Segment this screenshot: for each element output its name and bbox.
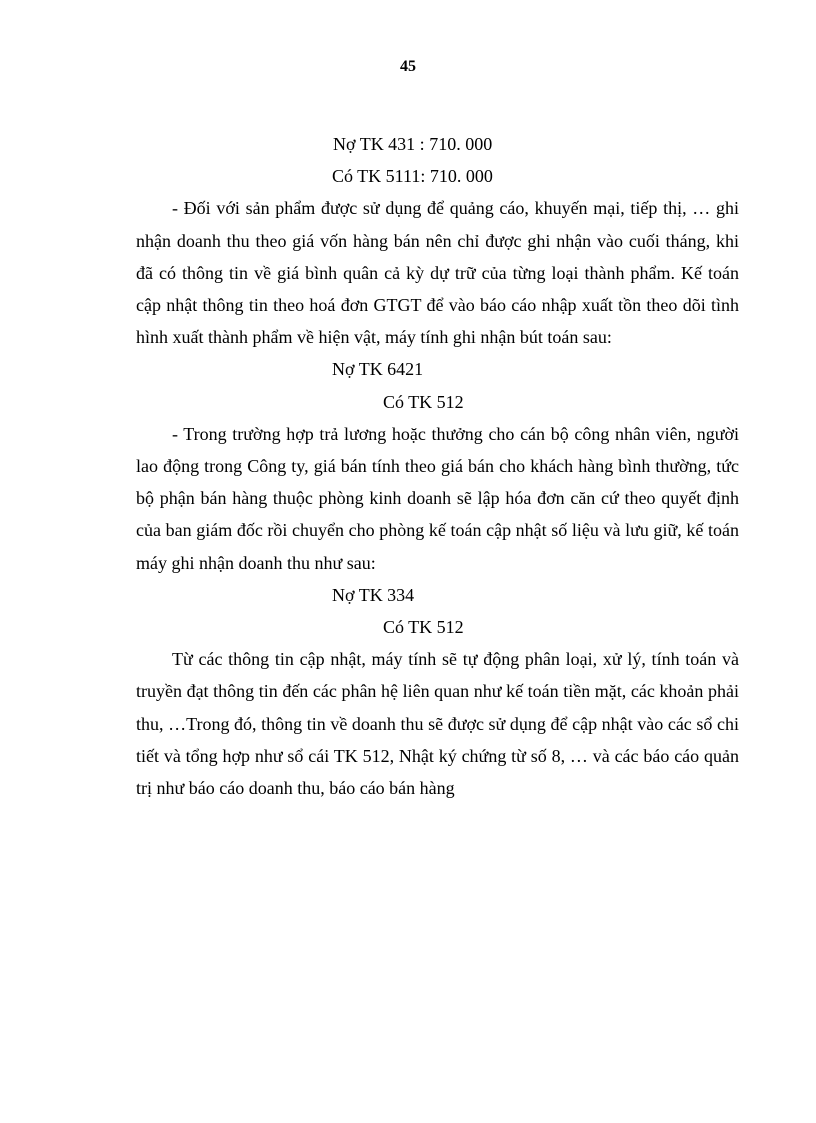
journal-entry-credit: Có TK 512 bbox=[383, 391, 464, 412]
journal-entry-credit: Có TK 512 bbox=[383, 617, 464, 638]
paragraph-promotional-products: - Đối với sản phẩm được sử dụng để quảng cáo, khuyến mại, tiếp thị, … ghi nhận doanh thu theo giá vốn hàng bán nên chỉ được ghi nhận vào cuối tháng, khi đã có thông tin về giá bình quân cả kỳ dự trữ của từng loại thành phẩm. Kế toán cập nhật thông tin theo hoá đơn GTGT để vào báo cáo nhập xuất tồn theo dõi tình hình xuất thành phẩm về hiện vật, máy tính ghi nhận bút toán sau: bbox=[136, 198, 739, 348]
journal-entry-debit: Nợ TK 6421 bbox=[332, 359, 424, 380]
journal-entry-credit: Có TK 5111: 710. 000 bbox=[332, 166, 493, 187]
journal-entry-debit: Nợ TK 334 bbox=[332, 584, 415, 605]
paragraph-system-processing: Từ các thông tin cập nhật, máy tính sẽ tự động phân loại, xử lý, tính toán và truyền đạt thông tin đến các phân hệ liên quan như kế toán tiền mặt, các khoản phải thu, …Trong đó, thông tin về doanh thu sẽ được sử dụng để cập nhật vào các sổ chi tiết và tổng hợp như sổ cái TK 512, Nhật ký chứng từ số 8, … và các báo cáo quản trị như báo cáo doanh thu, báo cáo bán hàng bbox=[136, 649, 739, 799]
paragraph-salary-bonus: - Trong trường hợp trả lương hoặc thưởng cho cán bộ công nhân viên, người lao động trong Công ty, giá bán tính theo giá bán cho khách hàng bình thường, tức bộ phận bán hàng thuộc phòng kinh doanh sẽ lập hóa đơn căn cứ theo quyết định của ban giám đốc rồi chuyển cho phòng kế toán cập nhật số liệu và lưu giữ, kế toán máy ghi nhận doanh thu như sau: bbox=[136, 423, 739, 573]
document-body bbox=[136, 128, 739, 804]
journal-entry-debit: Nợ TK 431 : 710. 000 bbox=[333, 134, 493, 154]
page-number: 45 bbox=[400, 58, 416, 75]
